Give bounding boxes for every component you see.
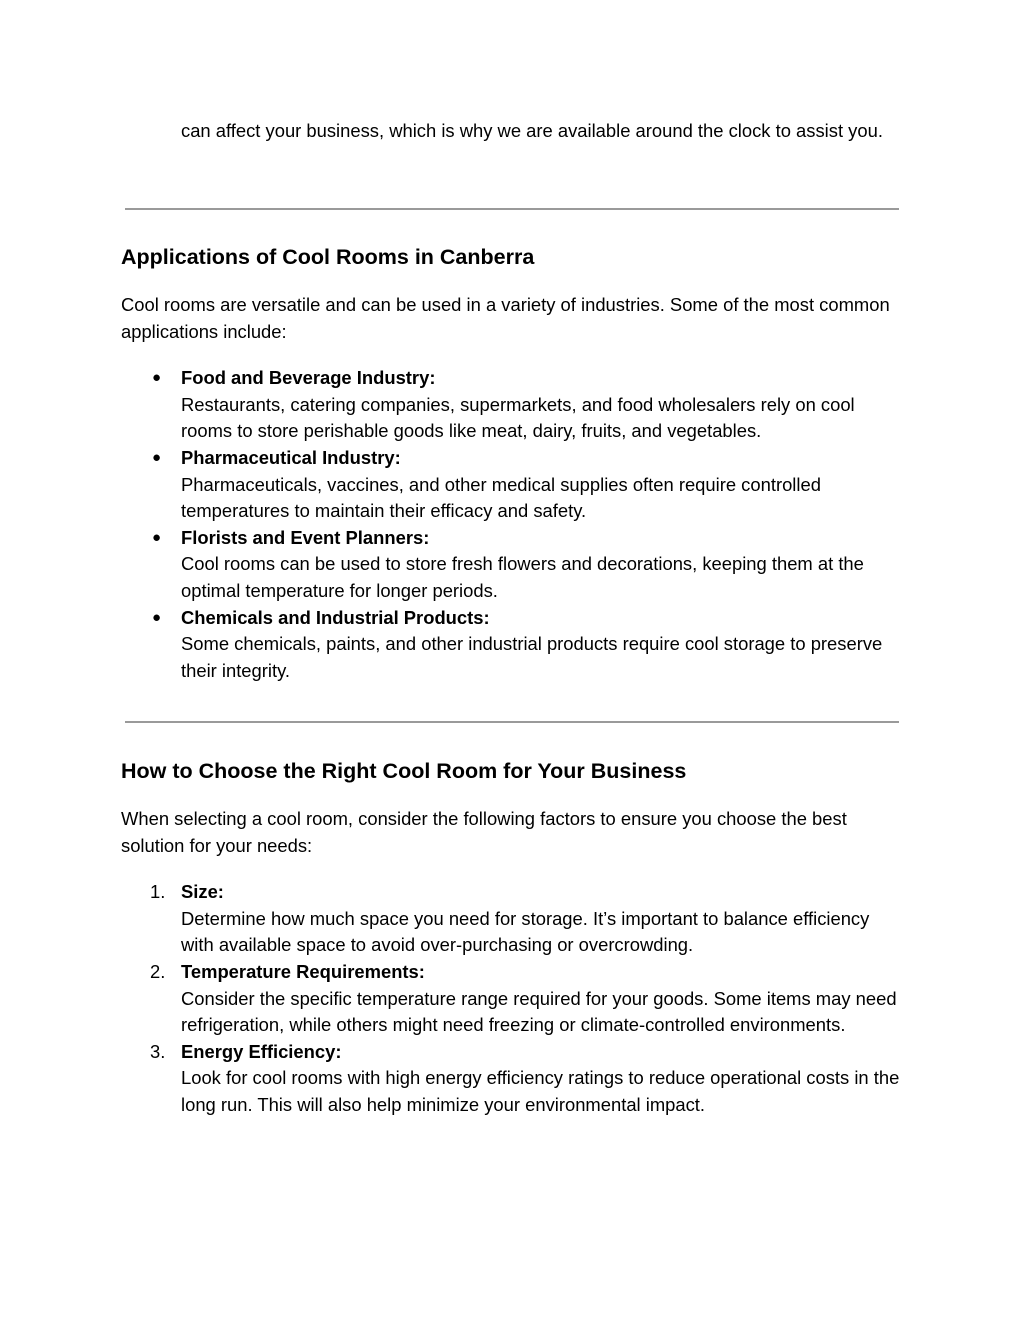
list-item-text: Consider the specific temperature range required for your goods. Some items may need refrigeration, while others might need freezing or climate-controlled environments. [181,987,897,1036]
bullet-icon: ● [152,448,162,466]
horizontal-divider [125,208,899,210]
list-item-text: Determine how much space you need for storage. It’s important to balance efficiency with available space to avoid over-purchasing or overcrowding. [181,907,870,956]
bullet-icon: ● [152,528,162,546]
applications-list [121,365,911,684]
list-item [121,959,911,1039]
choosing-intro: When selecting a cool room, consider the following factors to ensure you choose the best solution for your needs: [121,808,847,856]
applications-intro: Cool rooms are versatile and can be used in a variety of industries. Some of the most common applications include: [121,294,890,342]
list-item-text: Some chemicals, paints, and other industrial products require cool storage to preserve their integrity. [181,633,883,681]
choosing-section [121,756,911,1119]
list-item-text: Cool rooms can be used to store fresh flowers and decorations, keeping them at the optimal temperature for longer periods. [181,553,864,601]
applications-heading: Applications of Cool Rooms in Canberra [121,245,535,269]
list-item [121,879,911,959]
choosing-list [121,879,911,1118]
list-item-title: Florists and Event Planners: [181,526,430,548]
continuation-paragraph: can affect your business, which is why we are available around the clock to assist you. [181,120,883,141]
list-item-text: Pharmaceuticals, vaccines, and other medical supplies often require controlled temperatures to maintain their efficacy and safety. [181,473,821,522]
horizontal-divider [125,721,899,723]
applications-section [121,242,911,684]
list-item [121,1039,911,1119]
list-item-title: Energy Efficiency: [181,1040,342,1062]
list-item-title: Chemicals and Industrial Products: [181,606,490,628]
list-item [121,365,911,445]
list-item-title: Size: [181,881,224,903]
bullet-icon: ● [152,608,162,626]
list-number: 2. [150,960,166,982]
list-item [121,525,911,605]
list-item-title: Food and Beverage Industry: [181,367,436,389]
list-number: 3. [150,1040,166,1062]
list-item-text: Restaurants, catering companies, supermarkets, and food wholesalers rely on cool rooms to store perishable goods like meat, dairy, fruits, and vegetables. [181,393,855,442]
list-item-title: Pharmaceutical Industry: [181,446,401,468]
choosing-heading: How to Choose the Right Cool Room for Your Business [121,759,687,783]
list-item-text: Look for cool rooms with high energy efficiency ratings to reduce operational costs in the long run. This will also help minimize your environmental impact. [181,1067,900,1115]
list-item-title: Temperature Requirements: [181,960,425,982]
list-item [121,445,911,525]
list-number: 1. [150,881,166,903]
bullet-icon: ● [152,369,162,387]
list-item [121,605,911,685]
